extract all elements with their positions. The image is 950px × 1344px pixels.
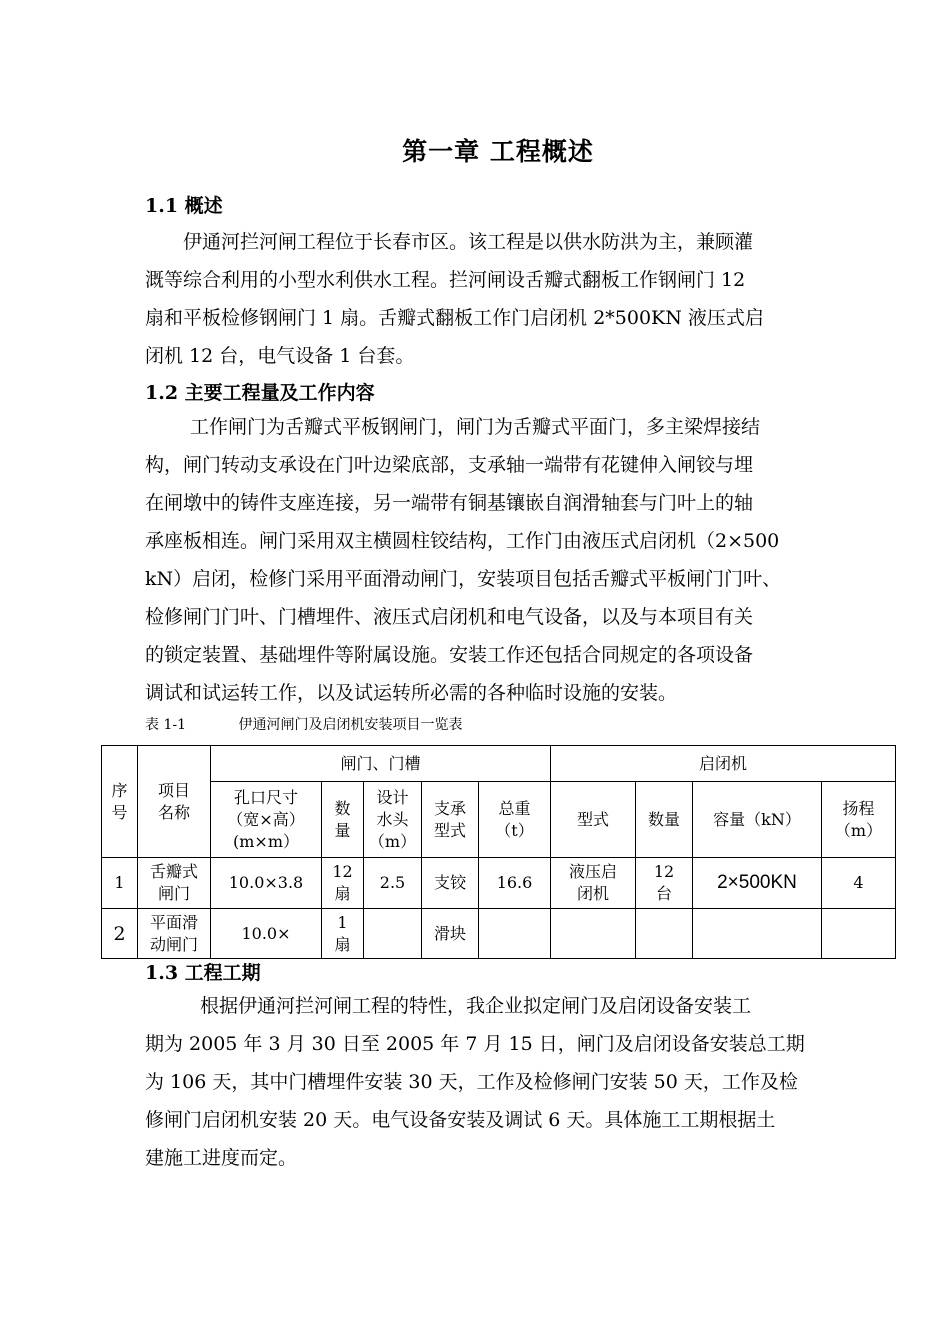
paragraph-line: 溉等综合利用的小型水利供水工程。拦河闸设舌瓣式翻板工作钢闸门 12: [145, 269, 746, 291]
paragraph-line: 为 106 天，其中门槽埋件安装 30 天，工作及检修闸门安装 50 天，工作及检: [145, 1071, 798, 1093]
header-qty: 数 量: [322, 782, 364, 858]
paragraph-line: 扇和平板检修钢闸门 1 扇。舌瓣式翻板工作门启闭机 2*500KN 液压式启: [145, 307, 764, 329]
cell-name: 舌瓣式 闸门: [138, 858, 211, 909]
section-1-3-paragraph: [145, 987, 857, 1177]
cell-support: 支铰: [422, 858, 479, 909]
paragraph-line: 的锁定装置、基础埋件等附属设施。安装工作还包括合同规定的各项设备: [145, 644, 754, 666]
cell-weight: 16.6: [479, 858, 551, 909]
cell-opening: 10.0×3.8: [211, 858, 322, 909]
header-name: 项目 名称: [138, 746, 211, 858]
paragraph-line: 期为 2005 年 3 月 30 日至 2005 年 7 月 15 日，闸门及启闭设备安装总工期: [145, 1033, 805, 1055]
header-capacity: 容量（kN）: [693, 782, 822, 858]
paragraph-line: 伊通河拦河闸工程位于长春市区。该工程是以供水防洪为主，兼顾灌: [183, 231, 754, 253]
paragraph-line: 检修闸门门叶、门槽埋件、液压式启闭机和电气设备，以及与本项目有关: [145, 606, 754, 628]
header-lift: 扬程 （m）: [822, 782, 896, 858]
equipment-table: [101, 745, 896, 959]
table-caption-title: 伊通河闸门及启闭机安装项目一览表: [238, 717, 463, 733]
cell-qty: 1 扇: [322, 909, 364, 959]
section-heading-1-3: 1.3 工程工期: [145, 962, 261, 984]
cell-no: 2: [102, 909, 138, 959]
cell-opening: 10.0×: [211, 909, 322, 959]
section-heading-1-2: 1.2 主要工程量及工作内容: [145, 382, 375, 404]
cell-head: 2.5: [364, 858, 422, 909]
cell-hoist-qty: [636, 909, 693, 959]
header-group-gate: 闸门、门槽: [211, 746, 551, 782]
section-1-1-paragraph: [145, 223, 857, 375]
cell-type: 液压启 闭机: [551, 858, 636, 909]
paragraph-line: 建施工进度而定。: [145, 1147, 298, 1169]
section-1-2-paragraph: [145, 408, 857, 712]
cell-no: 1: [102, 858, 138, 909]
section-heading-1-1: 1.1 概述: [145, 195, 223, 217]
paragraph-line: 构，闸门转动支承设在门叶边梁底部，支承轴一端带有花键伸入闸铰与埋: [145, 454, 754, 476]
cell-name: 平面滑 动闸门: [138, 909, 211, 959]
table-row: [102, 858, 896, 909]
paragraph-line: 闭机 12 台，电气设备 1 台套。: [145, 345, 415, 367]
cell-weight: [479, 909, 551, 959]
cell-lift: [822, 909, 896, 959]
header-hoist-qty: 数量: [636, 782, 693, 858]
paragraph-line: 根据伊通河拦河闸工程的特性，我企业拟定闸门及启闭设备安装工: [200, 995, 752, 1017]
header-weight: 总重 （t）: [479, 782, 551, 858]
paragraph-line: 承座板相连。闸门采用双主横圆柱铰结构，工作门由液压式启闭机（2×500: [145, 530, 780, 552]
cell-lift: 4: [822, 858, 896, 909]
header-no: 序 号: [102, 746, 138, 858]
cell-capacity: 2×500KN: [693, 858, 822, 909]
header-opening: 孔口尺寸 （宽×高） (m×m）: [211, 782, 322, 858]
header-type: 型式: [551, 782, 636, 858]
cell-capacity: [693, 909, 822, 959]
paragraph-line: 调试和试运转工作，以及试运转所必需的各种临时设施的安装。: [145, 682, 678, 704]
table-caption: [145, 714, 462, 734]
table-caption-number: 表 1-1: [145, 717, 186, 733]
paragraph-line: 在闸墩中的铸件支座连接，另一端带有铜基镶嵌自润滑轴套与门叶上的轴: [145, 492, 754, 514]
cell-support: 滑块: [422, 909, 479, 959]
cell-type: [551, 909, 636, 959]
chapter-title: 第一章 工程概述: [402, 137, 594, 166]
paragraph-line: 修闸门启闭机安装 20 天。电气设备安装及调试 6 天。具体施工工期根据土: [145, 1109, 776, 1131]
cell-qty: 12 扇: [322, 858, 364, 909]
paragraph-line: kN）启闭，检修门采用平面滑动闸门，安装项目包括舌瓣式平板闸门门叶、: [145, 568, 782, 590]
cell-head: [364, 909, 422, 959]
header-head: 设计 水头 （m）: [364, 782, 422, 858]
header-group-hoist: 启闭机: [551, 746, 896, 782]
header-support: 支承 型式: [422, 782, 479, 858]
cell-hoist-qty: 12 台: [636, 858, 693, 909]
paragraph-line: 工作闸门为舌瓣式平板钢闸门，闸门为舌瓣式平面门，多主梁焊接结: [190, 416, 761, 438]
table-row: [102, 909, 896, 959]
